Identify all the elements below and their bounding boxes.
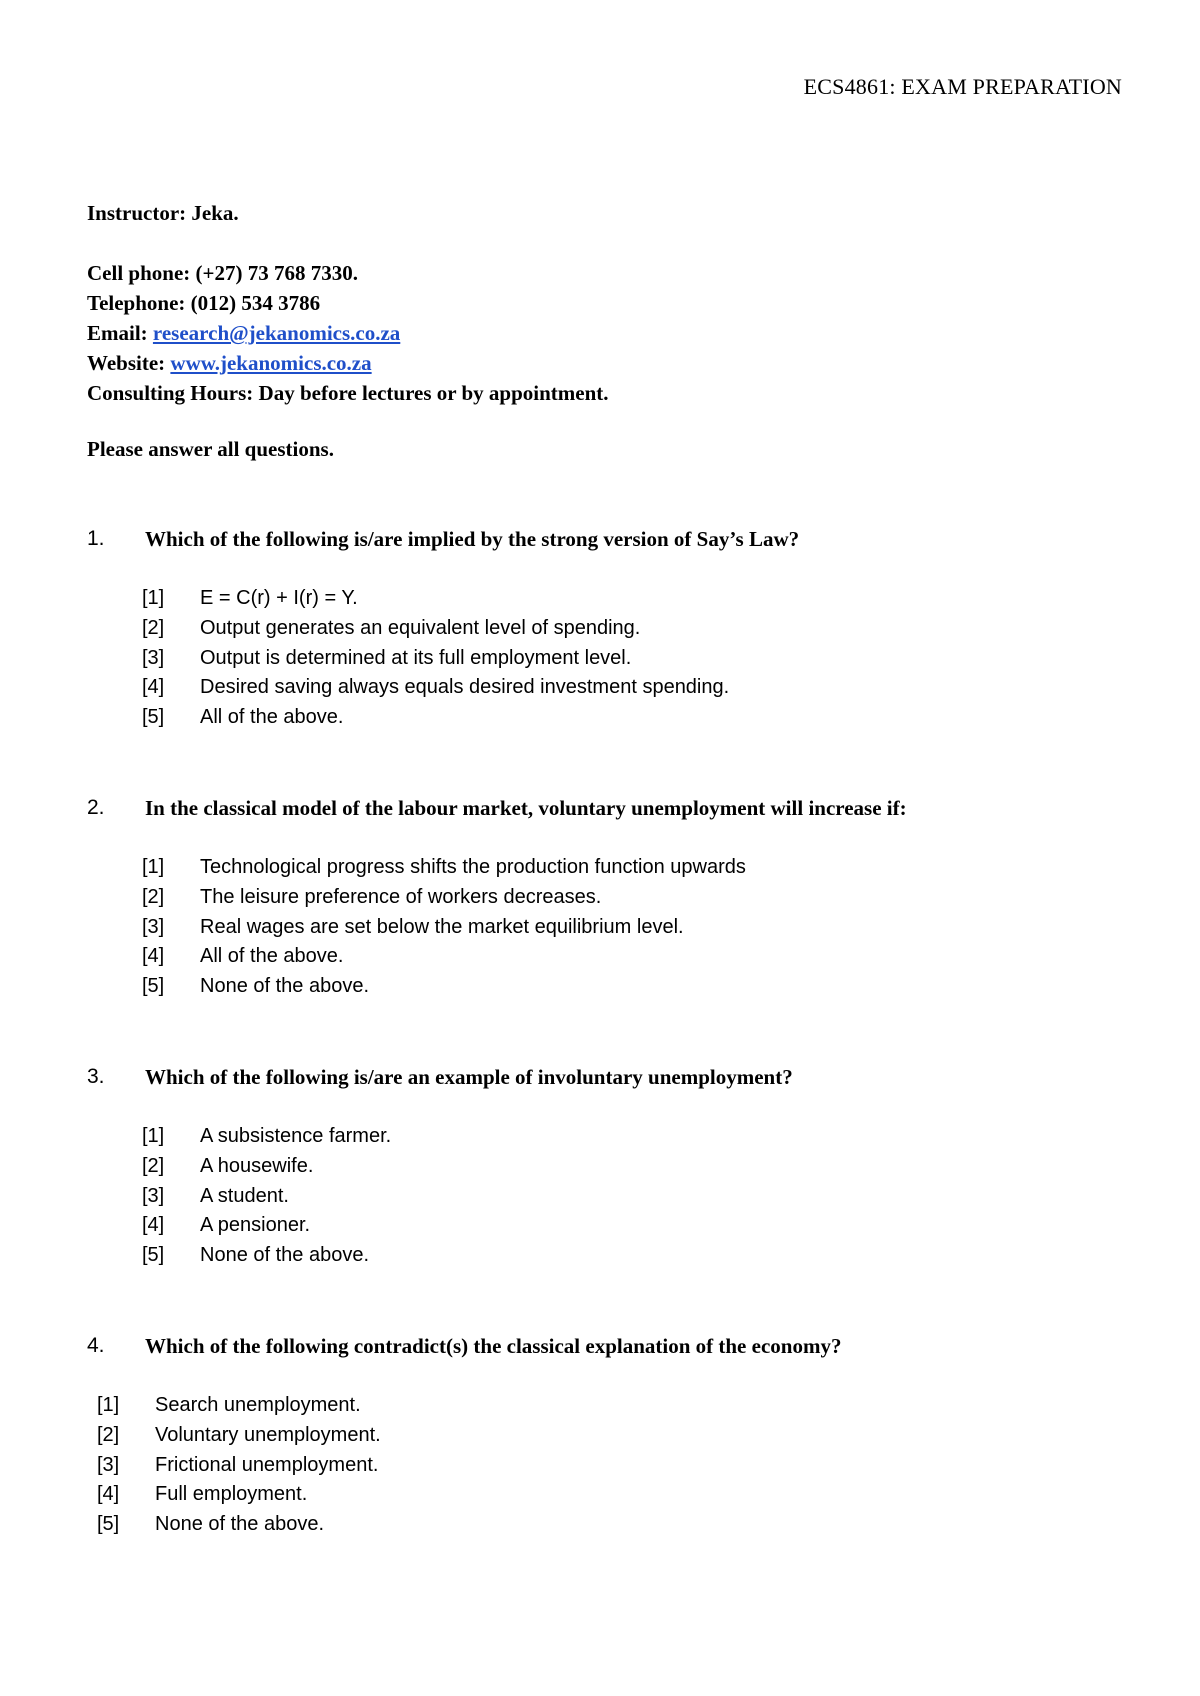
option-key: [5] bbox=[142, 975, 165, 998]
option-key: [1] bbox=[97, 1394, 120, 1416]
option-key: [3] bbox=[97, 1453, 120, 1476]
option-key: [4] bbox=[142, 676, 165, 699]
instructions: Please answer all questions. bbox=[87, 437, 334, 461]
option-text: A housewife. bbox=[200, 1154, 314, 1177]
email-link[interactable]: research@jekanomics.co.za bbox=[152, 321, 401, 345]
option-key: [2] bbox=[97, 1423, 120, 1446]
option-key: [5] bbox=[97, 1513, 120, 1536]
option-text: None of the above. bbox=[200, 975, 370, 998]
contact-block bbox=[87, 198, 609, 408]
option-text: E = C(r) + I(r) = Y. bbox=[200, 587, 358, 609]
option-key: [4] bbox=[97, 1483, 120, 1506]
option-text: A subsistence farmer. bbox=[200, 1125, 392, 1147]
consulting-hours-line: Consulting Hours: Day before lectures or by appointment. bbox=[87, 381, 609, 405]
website-label: Website: bbox=[87, 351, 171, 375]
option-text: Search unemployment. bbox=[155, 1394, 361, 1416]
option-key: [1] bbox=[142, 856, 165, 878]
option-key: [2] bbox=[142, 1154, 165, 1177]
option-text: The leisure preference of workers decreases. bbox=[200, 885, 602, 908]
option-text: None of the above. bbox=[200, 1244, 370, 1267]
page-header: ECS4861: EXAM PREPARATION bbox=[803, 74, 1122, 99]
website-line bbox=[87, 348, 609, 378]
option-key: [1] bbox=[142, 1125, 165, 1147]
option-text: Output generates an equivalent level of spending. bbox=[200, 616, 641, 639]
option-text: Frictional unemployment. bbox=[155, 1453, 379, 1476]
cell-phone-line: Cell phone: (+27) 73 768 7330. bbox=[87, 261, 358, 285]
option-key: [4] bbox=[142, 1214, 165, 1237]
option-key: [2] bbox=[142, 616, 165, 639]
question-text: Which of the following is/are implied by the strong version of Say’s Law? bbox=[145, 527, 800, 551]
option-key: [1] bbox=[142, 587, 165, 609]
question-number: 3. bbox=[87, 1065, 105, 1088]
option-text: Technological progress shifts the production function upwards bbox=[200, 856, 746, 878]
option-key: [3] bbox=[142, 1184, 165, 1207]
option-text: A pensioner. bbox=[200, 1214, 311, 1237]
option-text: Output is determined at its full employment level. bbox=[200, 646, 632, 669]
option-key: [3] bbox=[142, 646, 165, 669]
option-text: Voluntary unemployment. bbox=[155, 1423, 381, 1446]
option-text: None of the above. bbox=[155, 1513, 325, 1536]
option-text: Desired saving always equals desired investment spending. bbox=[200, 676, 730, 699]
option-text: A student. bbox=[200, 1184, 289, 1207]
website-link[interactable]: www.jekanomics.co.za bbox=[170, 351, 372, 375]
question-number: 2. bbox=[87, 796, 105, 819]
option-key: [2] bbox=[142, 885, 165, 908]
email-label: Email: bbox=[87, 321, 153, 345]
question-text: In the classical model of the labour market, voluntary unemployment will increase if: bbox=[145, 796, 907, 820]
option-key: [4] bbox=[142, 945, 165, 968]
question-text: Which of the following is/are an example of involuntary unemployment? bbox=[145, 1065, 793, 1089]
option-key: [5] bbox=[142, 1244, 165, 1267]
instructor-line: Instructor: Jeka. bbox=[87, 201, 239, 225]
telephone-line: Telephone: (012) 534 3786 bbox=[87, 291, 321, 315]
option-text: Real wages are set below the market equilibrium level. bbox=[200, 915, 684, 938]
question-text: Which of the following contradict(s) the classical explanation of the economy? bbox=[145, 1334, 842, 1358]
option-key: [3] bbox=[142, 915, 165, 938]
question-number: 1. bbox=[87, 527, 105, 550]
email-line bbox=[87, 318, 609, 348]
option-text: Full employment. bbox=[155, 1483, 308, 1506]
option-text: All of the above. bbox=[200, 945, 344, 968]
question-number: 4. bbox=[87, 1334, 105, 1357]
option-text: All of the above. bbox=[200, 706, 344, 729]
option-key: [5] bbox=[142, 706, 165, 729]
